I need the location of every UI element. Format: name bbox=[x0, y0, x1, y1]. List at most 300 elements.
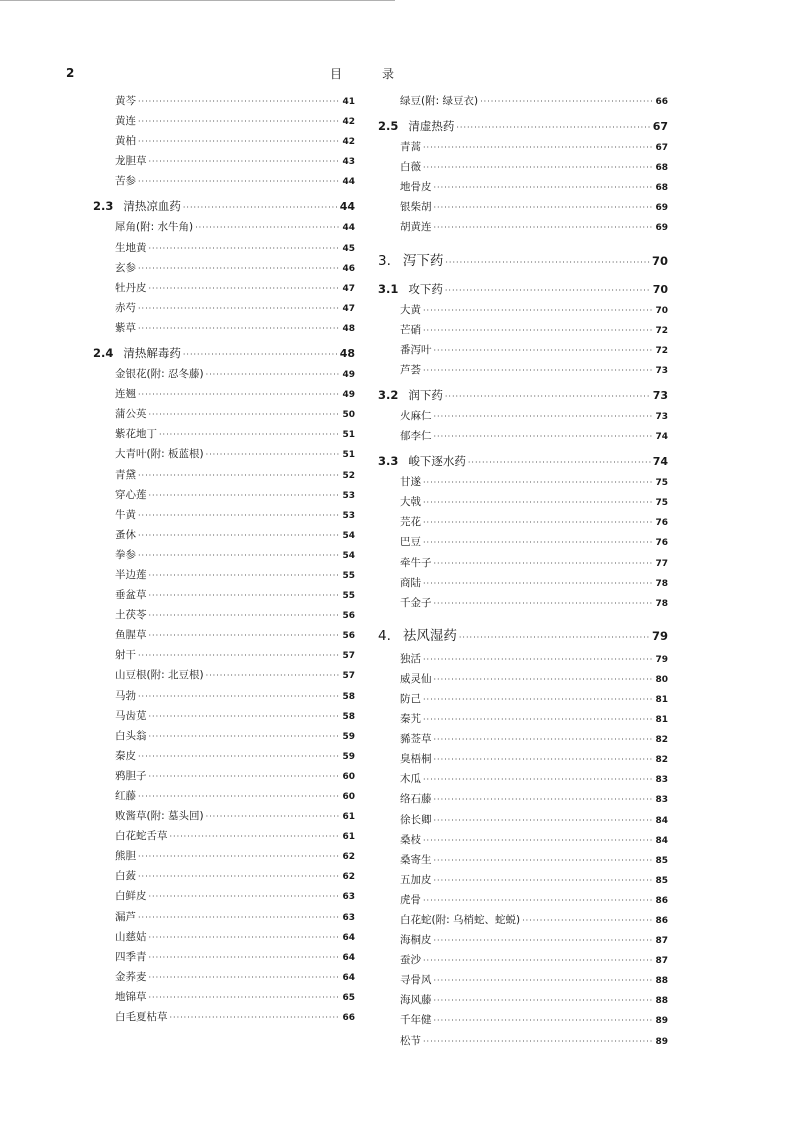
toc-left-column bbox=[93, 91, 355, 1027]
dot-leader bbox=[206, 445, 341, 465]
toc-entry bbox=[378, 217, 668, 237]
toc-section-heading bbox=[378, 115, 668, 137]
dot-leader bbox=[149, 767, 341, 787]
toc-entry bbox=[378, 320, 668, 340]
dot-leader bbox=[434, 851, 654, 871]
toc-entry bbox=[93, 171, 355, 191]
entry-page-number: 66 bbox=[655, 97, 668, 107]
entry-page-number: 67 bbox=[652, 120, 668, 134]
entry-label: 漏芦 bbox=[115, 910, 136, 923]
entry-label: 白薇 bbox=[400, 161, 421, 174]
toc-entry bbox=[93, 706, 355, 726]
dot-leader bbox=[206, 365, 341, 385]
dot-leader bbox=[149, 948, 341, 968]
dot-leader bbox=[149, 279, 341, 299]
dot-leader bbox=[522, 911, 653, 931]
entry-label: 玄参 bbox=[115, 261, 136, 274]
entry-page-number: 75 bbox=[655, 498, 668, 509]
entry-label: 山豆根(附: 北豆根) bbox=[115, 669, 204, 682]
dot-leader bbox=[434, 931, 654, 951]
entry-page-number: 86 bbox=[655, 916, 668, 926]
dot-leader bbox=[434, 991, 654, 1011]
dot-leader bbox=[138, 908, 340, 928]
toc-entry bbox=[93, 525, 355, 545]
entry-label: 黄连 bbox=[115, 115, 136, 128]
dot-leader bbox=[138, 546, 340, 566]
toc-entry bbox=[93, 665, 355, 685]
top-edge-rule bbox=[0, 0, 395, 1]
entry-page-number: 82 bbox=[655, 735, 668, 746]
entry-page-number: 48 bbox=[339, 347, 355, 361]
entry-page-number: 64 bbox=[342, 952, 355, 963]
entry-label: 苦参 bbox=[115, 175, 136, 188]
toc-entry bbox=[93, 318, 355, 338]
entry-label: 金银花(附: 忍冬藤) bbox=[115, 368, 204, 381]
entry-label: 蒲公英 bbox=[115, 408, 147, 421]
dot-leader bbox=[434, 218, 654, 238]
entry-label: 白花蛇(附: 乌梢蛇、蛇蜕) bbox=[400, 914, 521, 926]
entry-page-number: 51 bbox=[342, 450, 355, 461]
entry-label: 红藤 bbox=[115, 790, 136, 802]
toc-entry bbox=[93, 424, 355, 444]
entry-page-number: 77 bbox=[655, 558, 668, 569]
entry-label: 半边莲 bbox=[115, 568, 147, 581]
entry-page-number: 72 bbox=[655, 345, 668, 356]
entry-label: 威灵仙 bbox=[400, 672, 432, 685]
dot-leader bbox=[423, 473, 653, 493]
dot-leader bbox=[138, 385, 340, 405]
dot-leader bbox=[434, 341, 654, 361]
toc-entry bbox=[93, 907, 355, 927]
toc-entry bbox=[93, 746, 355, 766]
entry-page-number: 42 bbox=[342, 137, 355, 148]
entry-label: 徐长卿 bbox=[400, 813, 432, 826]
entry-page-number: 78 bbox=[655, 578, 668, 589]
dot-leader bbox=[445, 280, 651, 302]
entry-page-number: 72 bbox=[655, 325, 668, 336]
entry-label: 独活 bbox=[400, 652, 421, 665]
section-number: 2.3 bbox=[93, 199, 114, 214]
toc-entry bbox=[378, 512, 668, 532]
entry-page-number: 75 bbox=[655, 478, 668, 489]
dot-leader bbox=[434, 594, 654, 614]
dot-leader bbox=[149, 707, 341, 727]
entry-page-number: 87 bbox=[655, 956, 668, 967]
toc-entry bbox=[93, 404, 355, 424]
dot-leader bbox=[149, 586, 341, 606]
toc-entry bbox=[93, 238, 355, 258]
entry-page-number: 56 bbox=[342, 631, 355, 642]
dot-leader bbox=[423, 1032, 653, 1052]
toc-entry bbox=[378, 649, 668, 669]
entry-page-number: 55 bbox=[342, 570, 355, 581]
toc-entry bbox=[378, 850, 668, 870]
dot-leader bbox=[170, 827, 341, 847]
entry-page-number: 57 bbox=[342, 671, 355, 682]
entry-page-number: 64 bbox=[342, 972, 355, 983]
entry-page-number: 54 bbox=[342, 550, 355, 561]
toc-entry bbox=[93, 298, 355, 318]
dot-leader bbox=[423, 361, 653, 381]
entry-label: 白花蛇舌草 bbox=[115, 830, 168, 843]
dot-leader bbox=[459, 625, 650, 651]
dot-leader bbox=[423, 710, 653, 730]
dot-leader bbox=[170, 1008, 341, 1028]
toc-entry bbox=[93, 465, 355, 485]
toc-entry bbox=[378, 157, 668, 177]
entry-label: 蚕沙 bbox=[400, 954, 421, 967]
dot-leader bbox=[423, 574, 653, 594]
toc-entry bbox=[93, 846, 355, 866]
entry-page-number: 88 bbox=[655, 996, 668, 1007]
toc-entry bbox=[93, 91, 355, 111]
toc-section-heading bbox=[93, 195, 355, 217]
entry-page-number: 68 bbox=[655, 183, 668, 194]
entry-page-number: 63 bbox=[342, 912, 355, 923]
entry-label: 芦荟 bbox=[400, 363, 421, 376]
toc-entry bbox=[93, 625, 355, 645]
dot-leader bbox=[138, 506, 340, 526]
dot-leader bbox=[434, 971, 654, 991]
entry-label: 桑寄生 bbox=[400, 853, 432, 866]
entry-page-number: 43 bbox=[342, 157, 355, 168]
entry-page-number: 44 bbox=[339, 200, 355, 214]
dot-leader bbox=[183, 197, 338, 219]
entry-page-number: 70 bbox=[651, 253, 668, 268]
toc-section-heading bbox=[378, 278, 668, 300]
chapter-number: 3. bbox=[378, 252, 391, 269]
toc-section-heading bbox=[93, 342, 355, 364]
entry-page-number: 59 bbox=[342, 731, 355, 742]
dot-leader bbox=[138, 867, 340, 887]
toc-entry bbox=[378, 573, 668, 593]
entry-page-number: 73 bbox=[655, 365, 668, 376]
dot-leader bbox=[138, 259, 340, 279]
toc-entry bbox=[93, 826, 355, 846]
dot-leader bbox=[138, 112, 340, 132]
toc-entry bbox=[378, 1031, 668, 1051]
entry-page-number: 85 bbox=[655, 875, 668, 886]
entry-page-number: 62 bbox=[342, 852, 355, 863]
entry-page-number: 50 bbox=[342, 410, 355, 421]
entry-page-number: 65 bbox=[342, 992, 355, 1003]
toc-entry bbox=[378, 810, 668, 830]
entry-label: 攻下药 bbox=[408, 281, 443, 296]
entry-label: 清热凉血药 bbox=[123, 199, 181, 214]
dot-leader bbox=[423, 891, 653, 911]
chapter-number: 4. bbox=[378, 627, 391, 644]
entry-page-number: 48 bbox=[342, 323, 355, 334]
dot-leader bbox=[138, 319, 340, 339]
toc-chapter-heading bbox=[378, 623, 668, 649]
entry-label: 牡丹皮 bbox=[115, 281, 147, 294]
entry-page-number: 86 bbox=[655, 895, 668, 906]
entry-label: 青黛 bbox=[115, 468, 136, 481]
toc-right-column bbox=[378, 91, 668, 1051]
entry-label: 海风藤 bbox=[400, 994, 432, 1007]
dot-leader bbox=[423, 513, 653, 533]
dot-leader bbox=[423, 138, 653, 158]
toc-entry bbox=[93, 786, 355, 806]
entry-page-number: 63 bbox=[342, 892, 355, 903]
toc-entry bbox=[93, 384, 355, 404]
entry-label: 紫花地丁 bbox=[115, 428, 157, 441]
toc-entry bbox=[378, 930, 668, 950]
entry-page-number: 52 bbox=[342, 470, 355, 481]
entry-label: 泻下药 bbox=[402, 252, 444, 269]
entry-label: 虎骨 bbox=[400, 893, 421, 906]
entry-page-number: 47 bbox=[342, 303, 355, 314]
dot-leader bbox=[138, 526, 340, 546]
toc-entry bbox=[378, 593, 668, 613]
entry-label: 郁李仁 bbox=[400, 430, 432, 443]
entry-page-number: 69 bbox=[655, 203, 668, 214]
toc-entry bbox=[93, 585, 355, 605]
dot-leader bbox=[149, 626, 341, 646]
dot-leader bbox=[434, 1011, 654, 1031]
page-title: 目录 bbox=[330, 67, 435, 81]
entry-label: 熊胆 bbox=[115, 850, 136, 863]
entry-label: 生地黄 bbox=[115, 241, 147, 254]
entry-label: 蚤休 bbox=[115, 528, 136, 541]
toc-entry bbox=[378, 300, 668, 320]
dot-leader bbox=[183, 344, 338, 366]
entry-label: 清虚热药 bbox=[408, 119, 455, 134]
entry-page-number: 83 bbox=[655, 775, 668, 786]
entry-label: 大黄 bbox=[400, 303, 421, 316]
entry-page-number: 58 bbox=[342, 691, 355, 702]
entry-page-number: 59 bbox=[342, 751, 355, 762]
entry-label: 峻下逐水药 bbox=[408, 454, 466, 469]
dot-leader bbox=[206, 807, 341, 827]
toc-entry bbox=[93, 927, 355, 947]
entry-page-number: 78 bbox=[655, 598, 668, 609]
dot-leader bbox=[149, 928, 341, 948]
entry-page-number: 89 bbox=[655, 1036, 668, 1047]
entry-label: 大青叶(附: 板蓝根) bbox=[115, 448, 204, 461]
entry-label: 马勃 bbox=[115, 689, 136, 702]
entry-page-number: 73 bbox=[652, 388, 668, 402]
dot-leader bbox=[138, 847, 340, 867]
toc-entry bbox=[93, 545, 355, 565]
toc-entry bbox=[378, 492, 668, 512]
toc-entry bbox=[378, 406, 668, 426]
entry-label: 金荞麦 bbox=[115, 970, 147, 983]
entry-page-number: 89 bbox=[655, 1016, 668, 1027]
toc-entry bbox=[93, 806, 355, 826]
entry-label: 垂盆草 bbox=[115, 589, 147, 602]
dot-leader bbox=[138, 687, 340, 707]
entry-page-number: 76 bbox=[655, 538, 668, 549]
dot-leader bbox=[138, 747, 340, 767]
toc-entry bbox=[378, 137, 668, 157]
entry-page-number: 49 bbox=[342, 370, 355, 381]
entry-page-number: 54 bbox=[342, 530, 355, 541]
dot-leader bbox=[434, 427, 654, 447]
entry-label: 络石藤 bbox=[400, 793, 432, 806]
toc-entry bbox=[93, 278, 355, 298]
entry-label: 海桐皮 bbox=[400, 934, 432, 947]
dot-leader bbox=[423, 301, 653, 321]
entry-label: 犀角(附: 水牛角) bbox=[115, 221, 194, 234]
entry-label: 黄柏 bbox=[115, 135, 136, 148]
dot-leader bbox=[434, 871, 654, 891]
entry-label: 豨莶草 bbox=[400, 733, 432, 746]
toc-entry bbox=[93, 444, 355, 464]
toc-chapter-heading bbox=[378, 248, 668, 274]
dot-leader bbox=[149, 988, 341, 1008]
toc-entry bbox=[378, 870, 668, 890]
page-number: 2 bbox=[66, 66, 75, 80]
dot-leader bbox=[149, 486, 341, 506]
entry-page-number: 61 bbox=[342, 832, 355, 843]
entry-label: 胡黄连 bbox=[400, 221, 432, 234]
entry-label: 秦皮 bbox=[115, 749, 136, 762]
toc-entry bbox=[93, 151, 355, 171]
dot-leader bbox=[445, 250, 650, 276]
entry-label: 黄芩 bbox=[115, 95, 136, 107]
dot-leader bbox=[149, 152, 341, 172]
toc-entry bbox=[378, 689, 668, 709]
entry-page-number: 88 bbox=[655, 976, 668, 987]
dot-leader bbox=[480, 92, 653, 112]
entry-label: 秦艽 bbox=[400, 713, 421, 726]
dot-leader bbox=[434, 811, 654, 831]
toc-entry bbox=[93, 111, 355, 131]
entry-label: 甘遂 bbox=[400, 476, 421, 489]
dot-leader bbox=[149, 566, 341, 586]
entry-label: 龙胆草 bbox=[115, 155, 147, 168]
toc-entry bbox=[378, 769, 668, 789]
toc-entry bbox=[378, 91, 668, 111]
entry-label: 赤芍 bbox=[115, 301, 136, 314]
entry-label: 火麻仁 bbox=[400, 409, 432, 422]
entry-page-number: 69 bbox=[655, 223, 668, 234]
section-number: 2.5 bbox=[378, 119, 399, 134]
dot-leader bbox=[423, 158, 653, 178]
entry-label: 大戟 bbox=[400, 496, 421, 509]
dot-leader bbox=[423, 770, 653, 790]
entry-page-number: 56 bbox=[342, 611, 355, 622]
entry-label: 连翘 bbox=[115, 388, 136, 401]
toc-entry bbox=[93, 364, 355, 384]
dot-leader bbox=[434, 750, 654, 770]
entry-page-number: 81 bbox=[655, 694, 668, 705]
entry-label: 穿心莲 bbox=[115, 488, 147, 501]
toc-entry bbox=[378, 1010, 668, 1030]
entry-page-number: 70 bbox=[655, 305, 668, 316]
entry-page-number: 67 bbox=[655, 143, 668, 154]
entry-page-number: 74 bbox=[652, 455, 668, 469]
entry-label: 防己 bbox=[400, 692, 421, 705]
toc-entry bbox=[378, 950, 668, 970]
dot-leader bbox=[434, 730, 654, 750]
toc-entry bbox=[378, 340, 668, 360]
entry-page-number: 74 bbox=[655, 432, 668, 443]
dot-leader bbox=[423, 831, 653, 851]
toc-entry bbox=[378, 177, 668, 197]
dot-leader bbox=[138, 466, 340, 486]
entry-page-number: 42 bbox=[342, 117, 355, 128]
toc-entry bbox=[378, 532, 668, 552]
entry-label: 青蒿 bbox=[400, 141, 421, 154]
toc-entry bbox=[378, 970, 668, 990]
dot-leader bbox=[138, 132, 340, 152]
entry-label: 清热解毒药 bbox=[123, 346, 181, 361]
entry-label: 鱼腥草 bbox=[115, 629, 147, 642]
entry-label: 山慈姑 bbox=[115, 930, 147, 943]
toc-entry bbox=[93, 866, 355, 886]
entry-label: 马齿苋 bbox=[115, 709, 147, 722]
entry-page-number: 55 bbox=[342, 591, 355, 602]
entry-label: 番泻叶 bbox=[400, 343, 432, 356]
dot-leader bbox=[138, 787, 340, 807]
toc-entry bbox=[378, 709, 668, 729]
toc-entry bbox=[378, 197, 668, 217]
toc-entry bbox=[93, 1007, 355, 1027]
dot-leader bbox=[423, 650, 653, 670]
entry-page-number: 41 bbox=[342, 97, 355, 107]
entry-page-number: 79 bbox=[655, 654, 668, 665]
dot-leader bbox=[434, 198, 654, 218]
toc-entry bbox=[378, 669, 668, 689]
entry-label: 牵牛子 bbox=[400, 556, 432, 569]
toc-entry bbox=[93, 766, 355, 786]
dot-leader bbox=[423, 321, 653, 341]
dot-leader bbox=[138, 92, 340, 112]
entry-label: 拳参 bbox=[115, 548, 136, 561]
entry-page-number: 70 bbox=[652, 282, 668, 296]
entry-page-number: 62 bbox=[342, 872, 355, 883]
entry-label: 千年健 bbox=[400, 1014, 432, 1027]
entry-page-number: 73 bbox=[655, 411, 668, 422]
entry-page-number: 61 bbox=[342, 812, 355, 823]
entry-page-number: 64 bbox=[342, 932, 355, 943]
toc-entry bbox=[93, 686, 355, 706]
dot-leader bbox=[423, 951, 653, 971]
entry-label: 白蔹 bbox=[115, 870, 136, 883]
dot-leader bbox=[138, 172, 340, 192]
entry-page-number: 60 bbox=[342, 792, 355, 802]
entry-page-number: 45 bbox=[342, 243, 355, 254]
entry-page-number: 66 bbox=[342, 1013, 355, 1024]
entry-page-number: 80 bbox=[655, 674, 668, 685]
toc-entry bbox=[378, 472, 668, 492]
dot-leader bbox=[149, 887, 341, 907]
dot-leader bbox=[149, 239, 341, 259]
toc-entry bbox=[93, 726, 355, 746]
section-number: 3.3 bbox=[378, 454, 399, 469]
entry-label: 五加皮 bbox=[400, 873, 432, 886]
toc-entry bbox=[93, 505, 355, 525]
toc-section-heading bbox=[378, 384, 668, 406]
toc-entry bbox=[93, 987, 355, 1007]
toc-entry bbox=[378, 729, 668, 749]
toc-entry bbox=[93, 947, 355, 967]
entry-label: 木瓜 bbox=[400, 773, 421, 786]
entry-page-number: 82 bbox=[655, 755, 668, 766]
toc-entry bbox=[93, 967, 355, 987]
toc-entry bbox=[93, 217, 355, 237]
entry-page-number: 84 bbox=[655, 815, 668, 826]
entry-label: 商陆 bbox=[400, 576, 421, 589]
entry-page-number: 44 bbox=[342, 223, 355, 234]
dot-leader bbox=[138, 299, 340, 319]
toc-entry bbox=[93, 886, 355, 906]
section-number: 2.4 bbox=[93, 346, 114, 361]
toc-entry bbox=[378, 910, 668, 930]
dot-leader bbox=[149, 606, 341, 626]
